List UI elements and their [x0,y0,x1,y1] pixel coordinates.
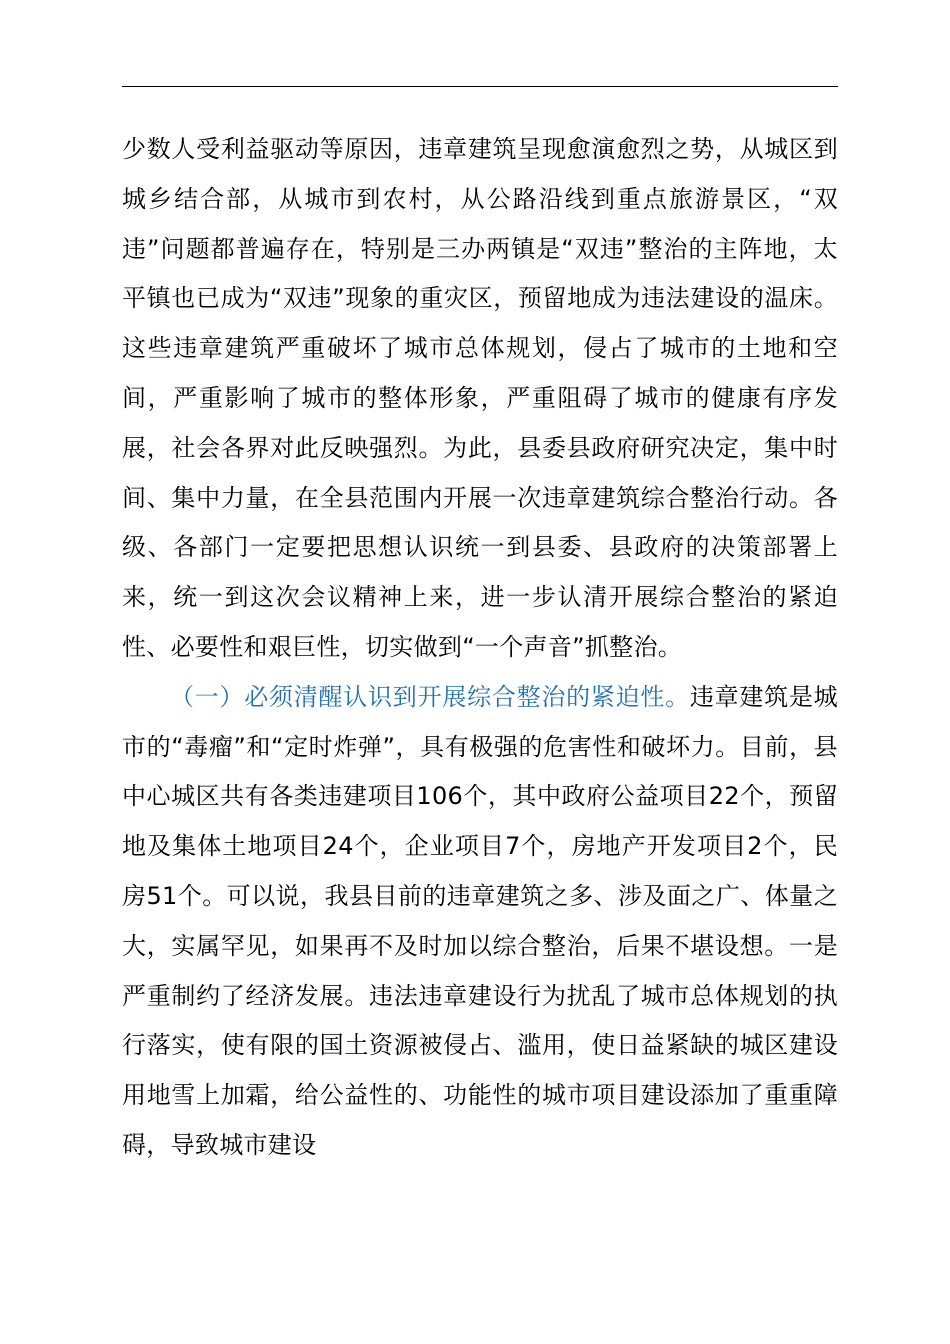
body-paragraph: 少数人受利益驱动等原因，违章建筑呈现愈演愈烈之势，从城区到城乡结合部，从城市到农村，从公路沿线到重点旅游景区，“双违”问题都普遍存在，特别是三办两镇是“双违”整治的主阵地，太平镇也已成为“双违”现象的重灾区，预留地成为违法建设的温床。这些违章建筑严重破坏了城市总体规划，侵占了城市的土地和空间，严重影响了城市的整体形象，严重阻碍了城市的健康有序发展，社会各界对此反映强烈。为此，县委县政府研究决定，集中时间、集中力量，在全县范围内开展一次违章建筑综合整治行动。各级、各部门一定要把思想认识统一到县委、县政府的决策部署上来，统一到这次会议精神上来，进一步认清开展综合整治的紧迫性、必要性和艰巨性，切实做到“一个声音”抓整治。 [122,135,838,661]
header-rule [122,86,838,87]
section-heading: （一）必须清醒认识到开展综合整治的紧迫性。 [170,682,690,711]
section-text: 违章建筑是城市的“毒瘤”和“定时炸弹”，具有极强的危害性和破坏力。目前，县中心城区共有各类违建项目106个，其中政府公益项目22个，预留地及集体土地项目24个，企业项目7个，房地产开发项目2个，民房51个。可以说，我县目前的违章建筑之多、涉及面之广、体量之大，实属罕见，如果再不及时加以综合整治，后果不堪设想。一是严重制约了经济发展。违法违章建设行为扰乱了城市总体规划的执行落实，使有限的国土资源被侵占、滥用，使日益紧缺的城区建设用地雪上加霜，给公益性的、功能性的城市项目建设添加了重重障碍，导致城市建设 [122,682,838,1159]
section-paragraph [122,673,838,1171]
document-body [122,125,838,1171]
